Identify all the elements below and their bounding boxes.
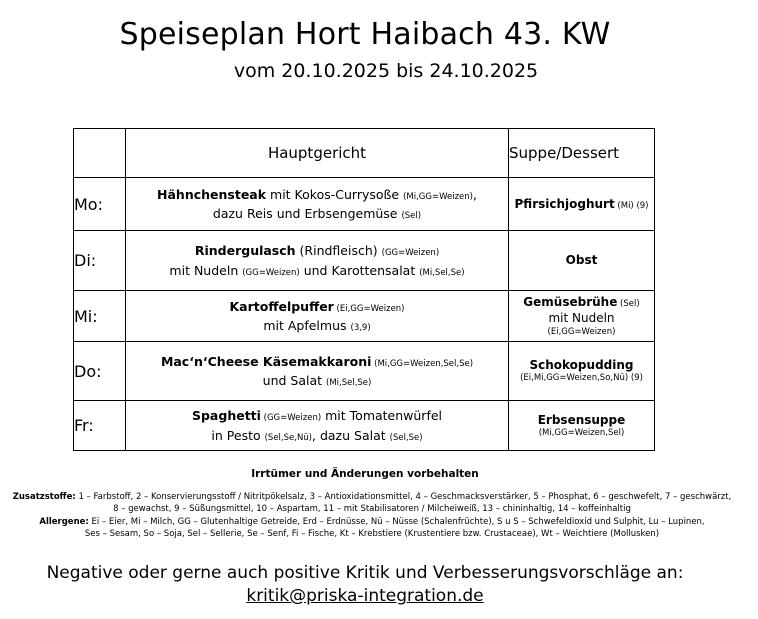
allergen-codes: (Mi,GG=Weizen) — [403, 191, 473, 202]
allergen-codes: (Sel,Se) — [389, 432, 423, 443]
dish-name: Mac‘n‘Cheese Käsemakkaroni — [160, 353, 372, 369]
side-line — [509, 294, 654, 310]
table-row — [74, 231, 655, 291]
side-name: Erbsensuppe — [537, 412, 626, 427]
main-dish-cell — [126, 178, 509, 231]
main-dish-line — [126, 185, 508, 204]
dish-text: und Salat — [262, 373, 326, 388]
dish-name: Rindergulasch — [194, 243, 296, 259]
disclaimer-note: Irrtümer und Änderungen vorbehalten — [251, 468, 479, 480]
page-title: Speiseplan Hort Haibach 43. KW — [119, 17, 611, 52]
main-dish-line — [126, 406, 508, 425]
day-label: Fr: — [74, 401, 126, 451]
day-label: Mi: — [74, 291, 126, 342]
soup-dessert-header: Suppe/Dessert — [509, 129, 655, 178]
dish-text: mit Tomatenwürfel — [321, 408, 443, 424]
dish-text: , — [472, 186, 477, 202]
allergen-codes: (Mi,GG=Weizen,Sel) — [538, 427, 625, 438]
side-name: Obst — [565, 253, 598, 268]
allergen-codes: (Ei,GG=Weizen) — [333, 303, 405, 314]
allergen-codes: (Mi,Sel,Se) — [419, 267, 465, 278]
allergen-codes: (Mi) (9) — [614, 200, 649, 211]
main-dish-line — [126, 352, 508, 371]
main-dish-line — [126, 371, 508, 390]
soup-dessert-cell — [509, 342, 655, 401]
day-label: Di: — [74, 231, 126, 291]
day-label: Do: — [74, 342, 126, 401]
allergen-codes: (GG=Weizen) — [381, 248, 440, 259]
allergen-codes: (Sel) — [401, 211, 422, 221]
side-name: Gemüsebrühe — [523, 294, 618, 309]
dish-text: (Rindfleisch) — [295, 243, 382, 259]
table-row — [74, 291, 655, 342]
dish-text: , dazu Salat — [312, 427, 390, 443]
dish-text: und Karottensalat — [299, 262, 420, 278]
main-dish-cell — [126, 231, 509, 291]
soup-dessert-cell — [509, 401, 655, 451]
menu-table — [73, 128, 655, 451]
main-dish-line — [126, 241, 508, 260]
main-dish-line — [126, 316, 508, 335]
feedback-text: Negative oder gerne auch positive Kritik und Verbesserungsvorschläge an: — [46, 563, 684, 583]
additives-line — [6, 491, 738, 503]
allergen-codes: (Sel) — [617, 298, 640, 309]
main-dish-cell — [126, 291, 509, 342]
main-dish-line — [126, 297, 508, 316]
main-dish-header: Hauptgericht — [126, 129, 509, 178]
dish-name: Hähnchensteak — [157, 186, 267, 202]
allergen-codes: (3,9) — [350, 323, 371, 333]
soup-dessert-cell — [509, 291, 655, 342]
legend — [6, 491, 738, 541]
date-range: vom 20.10.2025 bis 24.10.2025 — [233, 60, 539, 82]
side-line: mit Nudeln — [548, 311, 615, 326]
day-label: Mo: — [74, 178, 126, 231]
soup-dessert-cell — [509, 231, 655, 291]
dish-text: dazu Reis und Erbsengemüse — [212, 206, 402, 221]
additives-text: 1 – Farbstoff, 2 – Konservierungsstoff / Nitritpökelsalz, 3 – Antioxidationsmittel, 4 – Geschmacksverstärker, 5 – Phosphat, 6 – geschwefelt, 7 – geschwärzt, — [75, 492, 732, 502]
side-name: Schokopudding — [529, 358, 634, 373]
allergen-codes: (Sel,Se,Nü) — [264, 432, 313, 443]
allergen-codes: (Mi,GG=Weizen,Sel,Se) — [371, 358, 474, 369]
allergen-codes: (GG=Weizen) — [260, 413, 322, 424]
side-name: Pfirsichjoghurt — [514, 196, 615, 211]
dish-name: Kartoffelpuffer — [229, 298, 334, 314]
dish-text: mit Kokos-Currysoße — [266, 186, 404, 202]
allergen-codes: (Ei,Mi,GG=Weizen,So,Nü) (9) — [520, 373, 643, 384]
table-header-row — [74, 129, 655, 178]
main-dish-cell — [126, 401, 509, 451]
main-dish-line — [126, 204, 508, 223]
main-dish-line — [126, 426, 508, 445]
allergens-text: Ei – Eier, Mi – Milch, GG – Glutenhaltige Getreide, Erd – Erdnüsse, Nü – Nüsse (Schalenfrüchte), S u S – Schwefeldioxid und Sulphit, Lu – Lupinen, — [88, 516, 705, 527]
soup-dessert-cell — [509, 178, 655, 231]
dish-text: in Pesto — [211, 427, 265, 443]
additives-line: 8 – gewachst, 9 – Süßungsmittel, 10 – Aspartam, 11 – mit Stabilisatoren / Milcheiweiß, 13 – chininhaltig, 14 – koffeinhaltig — [113, 504, 631, 515]
allergens-line: Ses – Sesam, So – Soja, Sel – Sellerie, Se – Senf, Fi – Fische, Kt – Krebstiere (Krustentiere bzw. Crustaceae), Wt – Weichtiere (Mollusken) — [84, 529, 660, 540]
table-row — [74, 178, 655, 231]
allergens-line — [6, 516, 738, 528]
main-dish-line — [126, 261, 508, 280]
table-row — [74, 342, 655, 401]
feedback-footer — [0, 562, 730, 608]
dish-text: mit Apfelmus — [263, 318, 351, 333]
allergens-label: Allergene: — [39, 516, 89, 527]
additives-label: Zusatzstoffe: — [12, 492, 76, 502]
day-header-cell — [74, 129, 126, 178]
allergen-codes: (Ei,GG=Weizen) — [547, 326, 616, 337]
dish-text: mit Nudeln — [169, 262, 243, 278]
dish-name: Spaghetti — [191, 408, 261, 424]
allergen-codes: (Mi,Sel,Se) — [326, 378, 372, 388]
allergen-codes: (GG=Weizen) — [242, 267, 300, 278]
feedback-email-link[interactable]: kritik@priska-integration.de — [246, 586, 484, 606]
table-row — [74, 401, 655, 451]
main-dish-cell — [126, 342, 509, 401]
